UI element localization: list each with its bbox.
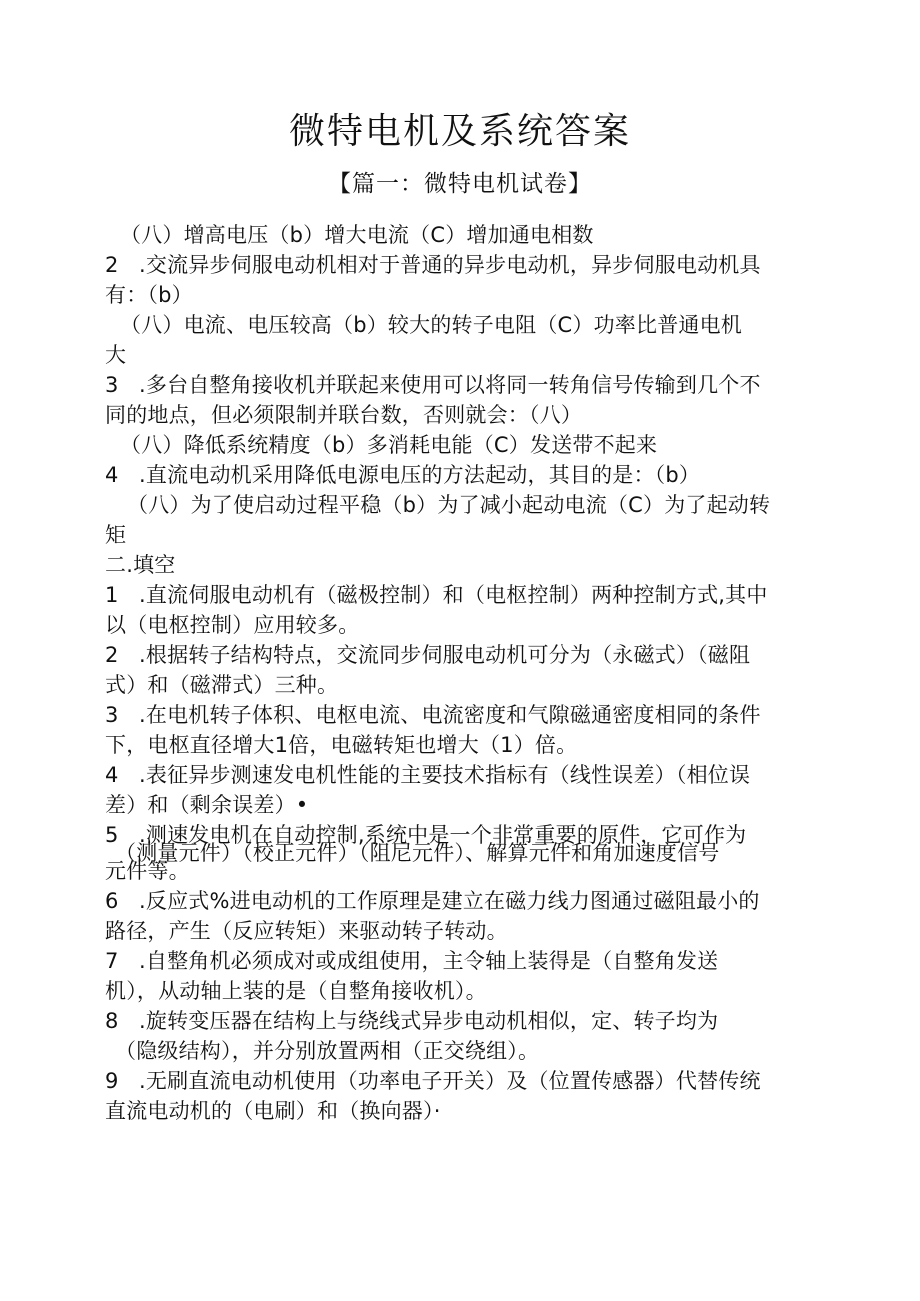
text-line: （八）降低系统精度（b）多消耗电能（C）发送带不起来	[120, 433, 658, 457]
text-line: （八）电流、电压较高（b）较大的转子电阻（C）功率比普通电机	[120, 313, 742, 337]
question-line	[105, 370, 820, 400]
text-line: .自整角机必须成对或成组使用，主令轴上装得是（自整角发送	[139, 949, 719, 973]
text-line: （八）增高电压（b）增大电流（C）增加通电相数	[120, 223, 594, 247]
question-number: 9	[105, 1069, 119, 1093]
question-line	[105, 1006, 820, 1036]
question-line	[105, 640, 820, 670]
text-line: 路径，产生（反应转矩）来驱动转子转动。	[105, 919, 508, 943]
text-line: 下，电枢直径增大1倍，电磁转矩也增大（1）倍。	[105, 733, 578, 757]
question-line	[105, 580, 820, 610]
question-number: 5	[105, 823, 119, 847]
text-line: （测量元件）（校正元件）（阻尼元件）、解算元件和角加速度信号	[115, 841, 720, 865]
question-line	[105, 886, 820, 916]
question-number: 6	[105, 889, 119, 913]
question-number: 8	[105, 1009, 119, 1033]
text-line: .测速发电机在自动控制,系统中是一个非常重要的原件，它可作为	[139, 823, 747, 847]
document-subtitle: 【篇一：微特电机试卷】	[328, 171, 592, 197]
text-line: 差）和（剩余误差）•	[105, 793, 309, 817]
text-line: .在电机转子体积、电枢电流、电流密度和气隙磁通密度相同的条件	[139, 703, 761, 727]
question-line	[105, 700, 820, 730]
text-line: 式）和（磁滞式）三种。	[105, 673, 339, 697]
text-line: .反应式%进电动机的工作原理是建立在磁力线力图通过磁阻最小的	[139, 889, 760, 913]
question-number: 3	[105, 703, 119, 727]
text-line: .无刷直流电动机使用（功率电子开关）及（位置传感器）代替传统	[139, 1069, 761, 1093]
question-line	[105, 250, 820, 280]
question-number: 2	[105, 253, 119, 277]
text-line: 矩	[105, 523, 127, 547]
text-line: .表征异步测速发电机性能的主要技术指标有（线性误差）（相位误	[139, 763, 751, 787]
text-line: 有：（b）	[105, 283, 193, 307]
document-body	[105, 220, 820, 1126]
question-line	[105, 760, 820, 790]
question-line	[105, 1066, 820, 1096]
text-line: .交流异步伺服电动机相对于普通的异步电动机，异步伺服电动机具	[139, 253, 761, 277]
text-line: .直流电动机采用降低电源电压的方法起动，其目的是：（b）	[139, 463, 701, 487]
text-line: 大	[105, 343, 127, 367]
question-line	[105, 460, 820, 490]
text-line: 机），从动轴上装的是（自整角接收机）。	[105, 979, 487, 1003]
text-line: 同的地点，但必须限制并联台数，否则就会：（八）	[105, 403, 583, 427]
text-line: .旋转变压器在结构上与绕线式异步电动机相似，定、转子均为	[139, 1009, 719, 1033]
text-line: .直流伺服电动机有（磁极控制）和（电枢控制）两种控制方式,其中	[139, 583, 768, 607]
text-line: 直流电动机的（电刷）和（换向器）·	[105, 1099, 441, 1123]
question-number: 4	[105, 463, 119, 487]
text-line: （隐级结构），并分别放置两相（正交绕组）。	[115, 1039, 540, 1063]
question-number: 4	[105, 763, 119, 787]
question-line	[105, 946, 820, 976]
text-line: 元件等。	[105, 859, 190, 883]
question-number: 2	[105, 643, 119, 667]
question-number: 1	[105, 583, 119, 607]
question-number: 3	[105, 373, 119, 397]
text-line: （八）为了使启动过程平稳（b）为了减小起动电流（C）为了起动转	[127, 493, 771, 517]
text-line: .多台自整角接收机并联起来使用可以将同一转角信号传输到几个不	[139, 373, 761, 397]
text-line: 以（电枢控制）应用较多。	[105, 613, 360, 637]
question-number: 7	[105, 949, 119, 973]
document-title: 微特电机及系统答案	[288, 111, 631, 152]
section-heading: 二.填空	[105, 553, 176, 577]
text-line: .根据转子结构特点，交流同步伺服电动机可分为（永磁式）（磁阻	[139, 643, 751, 667]
